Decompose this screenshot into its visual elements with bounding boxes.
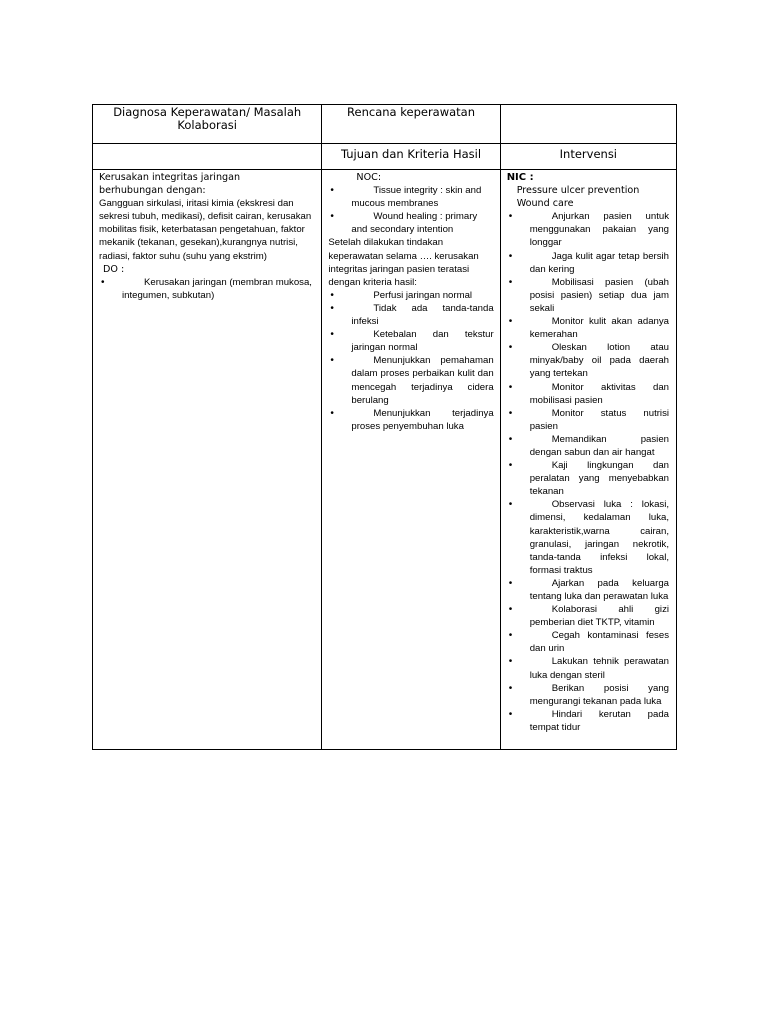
nic-label: NIC : xyxy=(506,172,534,183)
nic-sub-wound-care: Wound care xyxy=(516,198,574,210)
subheader-empty-cell xyxy=(93,144,322,170)
intervention-item xyxy=(507,250,669,276)
bullet-icon: • xyxy=(508,316,513,328)
bullet-icon: • xyxy=(508,407,513,419)
bullet-icon: • xyxy=(330,289,334,301)
criteria-item-text: Tidak ada tanda-tanda infeksi xyxy=(351,302,494,328)
criteria-item-text: Perfusi jaringan normal xyxy=(373,289,473,301)
intervention-item xyxy=(507,276,669,315)
header-empty-cell xyxy=(500,105,676,144)
intervention-item xyxy=(507,655,669,681)
criteria-item xyxy=(328,328,493,354)
criteria-item xyxy=(328,289,493,302)
header-care-plan: Rencana keperawatan xyxy=(322,105,500,144)
do-item-text: Kerusakan jaringan (membran mukosa, integumen, subkutan) xyxy=(122,276,312,301)
intervention-item-text: Observasi luka : lokasi, dimensi, kedalaman luka, karakteristik,warna cairan, granulasi, jaringan nekrotik, tanda-tanda infeksi lokal, formasi traktus xyxy=(529,499,669,576)
intervention-item xyxy=(507,433,669,459)
bullet-icon: • xyxy=(330,302,334,314)
noc-item xyxy=(328,210,493,236)
intervention-item xyxy=(507,682,669,708)
criteria-item-text: Ketebalan dan tekstur jaringan normal xyxy=(351,329,494,354)
bullet-icon: • xyxy=(508,433,513,445)
intervention-item xyxy=(507,381,669,407)
diagnosis-cell xyxy=(93,170,322,750)
diagnosis-related: berhubungan dengan: xyxy=(99,185,206,197)
bullet-icon: • xyxy=(508,460,513,472)
care-plan-table xyxy=(92,104,677,750)
criteria-item-text: Menunjukkan terjadinya proses penyembuhan luka xyxy=(351,407,494,432)
intervention-item xyxy=(507,498,669,577)
header-diagnosis: Diagnosa Keperawatan/ Masalah Kolaborasi xyxy=(93,105,322,144)
bullet-icon: • xyxy=(330,211,334,223)
noc-item-text: Tissue integrity : skin and mucous membranes xyxy=(351,185,482,210)
intervention-item xyxy=(507,629,669,655)
bullet-icon: • xyxy=(330,329,334,341)
intervention-item-text: Cegah kontaminasi feses dan urin xyxy=(529,630,669,655)
interventions-cell xyxy=(500,170,676,750)
noc-item xyxy=(328,184,493,210)
bullet-icon: • xyxy=(508,276,513,288)
criteria-item-text: Menunjukkan pemahaman dalam proses perbaikan kulit dan mencegah terjadinya cidera berulang xyxy=(351,355,494,406)
goals-statement: Setelah dilakukan tindakan keperawatan selama …. kerusakan integritas jaringan pasien teratasi dengan kriteria hasil: xyxy=(328,237,479,288)
noc-label: NOC: xyxy=(356,172,382,183)
bullet-icon: • xyxy=(508,708,513,720)
intervention-item-text: Berikan posisi yang mengurangi tekanan pada luka xyxy=(529,682,669,707)
diagnosis-title: Kerusakan integritas jaringan xyxy=(99,172,241,183)
intervention-item-text: Monitor kulit akan adanya kemerahan xyxy=(529,316,669,341)
intervention-list xyxy=(507,210,669,734)
bullet-icon: • xyxy=(508,499,513,511)
intervention-item xyxy=(507,708,669,734)
bullet-icon: • xyxy=(330,185,334,197)
bullet-icon: • xyxy=(330,407,334,419)
intervention-item-text: Oleskan lotion atau minyak/baby oil pada daerah yang tertekan xyxy=(529,342,669,380)
noc-list xyxy=(328,184,493,236)
bullet-icon: • xyxy=(508,250,513,262)
intervention-item-text: Lakukan tehnik perawatan luka dengan steril xyxy=(529,656,669,681)
bullet-icon: • xyxy=(101,276,105,288)
intervention-item-text: Kaji lingkungan dan peralatan yang menyebabkan tekanan xyxy=(529,460,669,498)
header-goals: Tujuan dan Kriteria Hasil xyxy=(322,144,500,170)
diagnosis-causes: Gangguan sirkulasi, iritasi kimia (ekskresi dan sekresi tubuh, medikasi), defisit cairan, kerusakan mobilitas fisik, keterbatasan pengetahuan, faktor mekanik (tekanan, gesekan),kurangnya nutrisi, radiasi, faktor suhu (suhu yang ekstrim) xyxy=(99,198,312,262)
intervention-item xyxy=(507,315,669,341)
intervention-item xyxy=(507,459,669,498)
bullet-icon: • xyxy=(330,355,334,367)
intervention-item-text: Anjurkan pasien untuk menggunakan pakaian yang longgar xyxy=(529,211,669,249)
criteria-item xyxy=(328,302,493,328)
intervention-item-text: Ajarkan pada keluarga tentang luka dan perawatan luka xyxy=(529,577,669,602)
header-interventions: Intervensi xyxy=(500,144,676,170)
intervention-item xyxy=(507,577,669,603)
criteria-item xyxy=(328,354,493,406)
bullet-icon: • xyxy=(508,682,513,694)
intervention-item-text: Monitor status nutrisi pasien xyxy=(529,407,669,432)
noc-item-text: Wound healing : primary and secondary intention xyxy=(351,211,478,236)
intervention-item-text: Monitor aktivitas dan mobilisasi pasien xyxy=(529,381,669,406)
do-item xyxy=(99,276,315,302)
intervention-item-text: Mobilisasi pasien (ubah posisi pasien) setiap dua jam sekali xyxy=(529,276,669,314)
intervention-item xyxy=(507,210,669,249)
bullet-icon: • xyxy=(508,604,513,616)
bullet-icon: • xyxy=(508,577,513,589)
do-list xyxy=(99,276,315,302)
intervention-item-text: Memandikan pasien dengan sabun dan air hangat xyxy=(529,433,669,458)
do-label: DO : xyxy=(103,263,125,275)
intervention-item-text: Hindari kerutan pada tempat tidur xyxy=(529,708,669,733)
intervention-item xyxy=(507,603,669,629)
intervention-item-text: Jaga kulit agar tetap bersih dan kering xyxy=(529,250,669,275)
bullet-icon: • xyxy=(508,630,513,642)
bullet-icon: • xyxy=(508,656,513,668)
intervention-item xyxy=(507,407,669,433)
intervention-item-text: Kolaborasi ahli gizi pemberian diet TKTP, vitamin xyxy=(529,604,669,629)
criteria-item xyxy=(328,407,493,433)
criteria-list xyxy=(328,289,493,433)
intervention-item xyxy=(507,341,669,380)
bullet-icon: • xyxy=(508,381,513,393)
bullet-icon: • xyxy=(508,211,513,223)
bullet-icon: • xyxy=(508,342,513,354)
nic-sub-pressure-ulcer: Pressure ulcer prevention xyxy=(516,185,640,197)
goals-cell xyxy=(322,170,500,750)
